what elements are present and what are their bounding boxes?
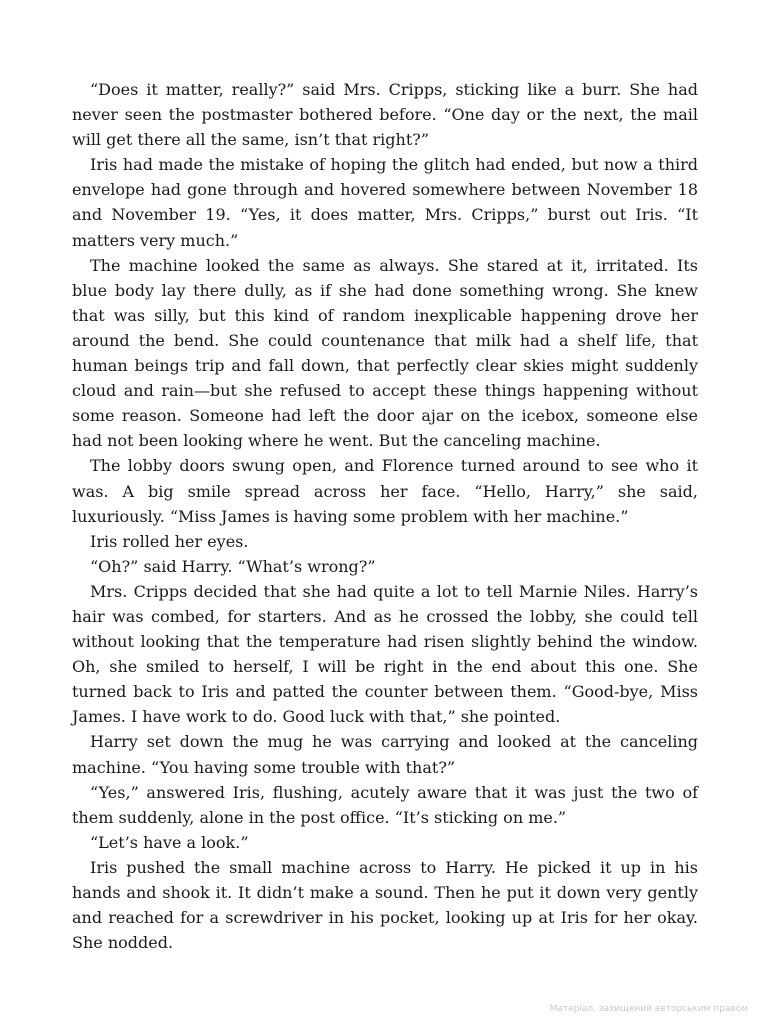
paragraph: “Oh?” said Harry. “What’s wrong?”	[90, 556, 376, 576]
paragraph: “Let’s have a look.”	[90, 832, 249, 852]
paragraph: “Yes,” answered Iris, flushing, acutely aware that it was just the two of them suddenly, alone in the post office. “It’s sticking on me.”	[72, 782, 698, 827]
paragraph: The machine looked the same as always. She stared at it, irritated. Its blue body lay there dully, as if she had done something wrong. She knew that was silly, but this kind of random inexplicable happening drove her around the bend. She could countenance that milk had a shelf life, that human beings trip and fall down, that perfectly clear skies might suddenly cloud and rain—but she refused to accept these things happening without some reason. Someone had left the door ajar on the icebox, someone else had not been looking where he went. But the canceling machine.	[72, 255, 698, 451]
paragraph: The lobby doors swung open, and Florence turned around to see who it was. A big smile spread across her face. “Hello, Harry,” she said, luxuriously. “Miss James is having some problem with her machine.”	[72, 456, 698, 526]
paragraph: Mrs. Cripps decided that she had quite a lot to tell Marnie Niles. Harry’s hair was combed, for starters. And as he crossed the lobby, she could tell without looking that the temperature had risen slightly behind the window. Oh, she smiled to herself, I will be right in the end about this one. She turned back to Iris and patted the counter between them. “Good-bye, Miss James. I have work to do. Good luck with that,” she pointed.	[72, 581, 698, 727]
paragraph: Harry set down the mug he was carrying and looked at the canceling machine. “You having some trouble with that?”	[72, 732, 698, 777]
paragraph: Iris rolled her eyes.	[90, 531, 249, 551]
paragraph: Iris pushed the small machine across to Harry. He picked it up in his hands and shook it. It didn’t make a sound. Then he put it down very gently and reached for a screwdriver in his pocket, looking up at Iris for her okay. She nodded.	[72, 857, 698, 953]
copyright-watermark: Матеріал, захищений авторським правом	[549, 1004, 748, 1014]
paragraph: “Does it matter, really?” said Mrs. Cripps, sticking like a burr. She had never seen the postmaster bothered before. “One day or the next, the mail will get there all the same, isn’t that right?”	[72, 80, 698, 150]
paragraph: Iris had made the mistake of hoping the glitch had ended, but now a third envelope had gone through and hovered somewhere between November 18 and November 19. “Yes, it does matter, Mrs. Cripps,” burst out Iris. “It matters very much.”	[72, 155, 698, 250]
book-page-text	[72, 77, 698, 955]
